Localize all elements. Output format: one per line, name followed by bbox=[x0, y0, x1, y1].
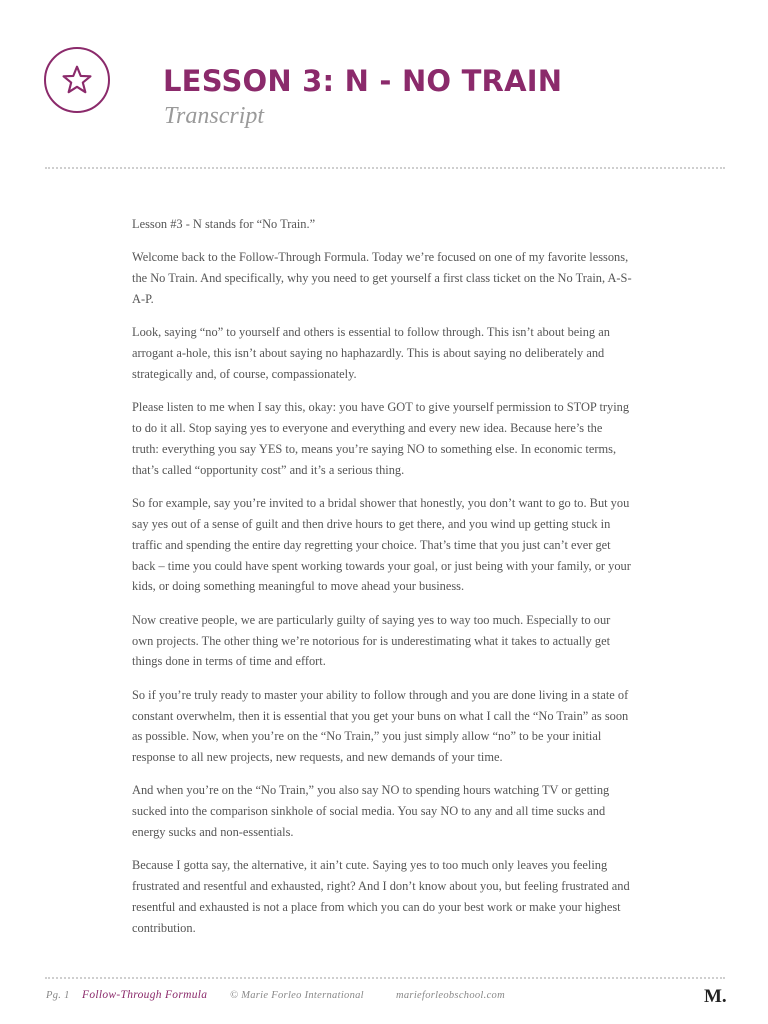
transcript-body bbox=[132, 214, 632, 951]
paragraph: So for example, say you’re invited to a bridal shower that honestly, you don’t want to go to. But you say yes out of a sense of guilt and then drive hours to get there, and you wind up getting stuck in traffic and spending the entire day regretting your choice. That’s time that you just can’t ever get back – time you could have spent working towards your goal, or just being with your family, or your kids, or doing something meaningful to move ahead your business. bbox=[132, 496, 631, 594]
paragraph: Lesson #3 - N stands for “No Train.” bbox=[132, 217, 316, 231]
paragraph: Please listen to me when I say this, okay: you have GOT to give yourself permission to STOP trying to do it all. Stop saying yes to everyone and everything and every new idea. Because here’s the truth: everything you say YES to, means you’re saying NO to something else. In economic terms, that’s called “opportunity cost” and it’s a serious thing. bbox=[132, 400, 630, 477]
course-name: Follow-Through Formula bbox=[82, 989, 208, 1001]
paragraph: Because I gotta say, the alternative, it ain’t cute. Saying yes to too much only leaves you feeling frustrated and resentful and exhausted, right? And I don’t know about you, but feeling frustrated and resentful and exhausted is not a place from which you can do your best work or make your highest contribution. bbox=[132, 858, 630, 935]
lesson-badge bbox=[44, 47, 110, 113]
paragraph: Now creative people, we are particularly guilty of saying yes to way too much. Especially to our own projects. The other thing we’re notorious for is underestimating what it takes to actually get things done in terms of time and effort. bbox=[132, 612, 611, 669]
paragraph: Look, saying “no” to yourself and others is essential to follow through. This isn’t about being an arrogant a-hole, this isn’t about saying no haphazardly. This is about saying no deliberately and strategically and, of course, compassionately. bbox=[132, 325, 610, 381]
brand-logo: M. bbox=[704, 986, 727, 1007]
paragraph: Welcome back to the Follow-Through Formula. Today we’re focused on one of my favorite lessons, the No Train. And specifically, why you need to get yourself a first class ticket on the No Train, A-S-A-P. bbox=[132, 250, 632, 306]
paragraph: So if you’re truly ready to master your ability to follow through and you are done living in a state of constant overwhelm, then it is essential that you get your buns on what I call the “No Train” as soon as possible. Now, when you’re on the “No Train,” you just simply allow “no” to be your initial response to all new projects, new requests, and new demands of your time. bbox=[132, 687, 629, 765]
paragraph: And when you’re on the “No Train,” you also say NO to spending hours watching TV or getting sucked into the comparison sinkhole of social media. You say NO to any and all time sucks and energy sucks and non-essentials. bbox=[132, 783, 610, 840]
website-link[interactable]: marieforleobschool.com bbox=[396, 990, 505, 1001]
page-title: LESSON 3: N - NO TRAIN bbox=[163, 64, 563, 98]
star-icon bbox=[60, 63, 94, 97]
page-footer bbox=[46, 988, 726, 1008]
copyright-text: © Marie Forleo International bbox=[230, 990, 364, 1001]
page-number: Pg. 1 bbox=[46, 990, 70, 1001]
header-divider bbox=[45, 167, 725, 169]
footer-divider bbox=[45, 977, 725, 979]
page-subtitle: Transcript bbox=[164, 103, 265, 129]
